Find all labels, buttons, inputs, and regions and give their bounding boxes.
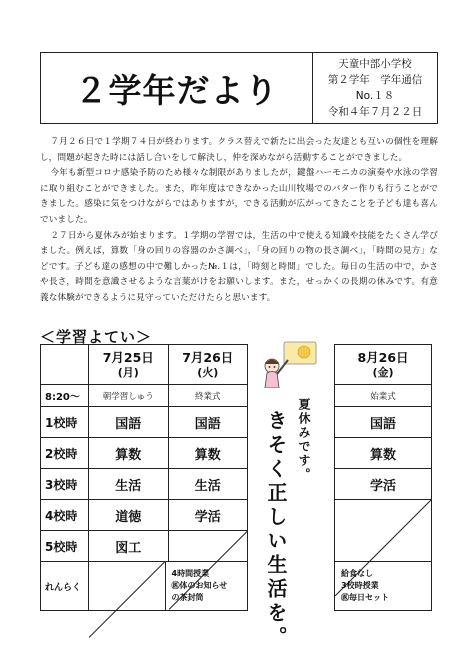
table-row xyxy=(41,500,247,531)
paragraph: 今年も新型コロナ感染予防のため様々な制限がありましたが，鍵盤ハーモニカの演奏や水泳の学習に取り組むことができました。また，昨年度はできなかった山川牧場でのバター作りも行うことができました。感染に気をつけながらではありますが，できる活動が広がってきたことを子ども達も喜んでいました。 xyxy=(40,168,438,225)
class-cell: 算数 xyxy=(89,438,169,468)
table-row xyxy=(41,438,247,469)
empty-cell xyxy=(169,531,248,561)
note-line: 給食なし xyxy=(341,569,373,578)
event-cell: 終業式 xyxy=(194,391,221,402)
date-cell xyxy=(169,345,248,384)
weekday: (火) xyxy=(197,365,219,379)
class-cell: 道徳 xyxy=(89,500,169,530)
weekday: (月) xyxy=(117,365,139,379)
class-cell: 学活 xyxy=(194,509,221,525)
issue-info xyxy=(313,53,437,123)
table-row xyxy=(41,531,247,562)
row-label-period: 3校時 xyxy=(41,469,89,499)
summer-break-message: きそく正しい生活を。 xyxy=(264,410,288,650)
event-cell: 朝学習しゅう xyxy=(89,385,169,406)
empty-cell xyxy=(89,562,166,610)
table-row xyxy=(41,469,247,500)
date-cell xyxy=(89,345,169,384)
table-row xyxy=(335,469,431,500)
note-line: 3校時授業 xyxy=(341,581,379,590)
class-cell: 算数 xyxy=(369,447,396,463)
row-label-period: 2校時 xyxy=(41,438,89,468)
row-label-period: 5校時 xyxy=(41,531,89,561)
paragraph: ２７日から夏休みが始まります。１学期の学習では，生活の中で使える知識や技能をたくさん学びました。例えば，算数「身の回りの容器のかさ調べ」，「身の回りの物の長さ調べ」，「時間の見方」などです。子ども達の感想の中で難しかった№.１は，「時刻と時間」でした。毎日の生活の中で，かさや長さ，時間を意識させるような言葉がけをお願いします。また，せっかくの長期の休みです。有意義な体験ができるように見守っていただけたらと思います。 xyxy=(40,230,438,303)
class-cell: 国語 xyxy=(89,407,169,437)
newsletter-subtitle: 第２学年 学年通信 xyxy=(327,73,423,86)
summer-break-note: 夏休みです。 xyxy=(297,398,311,482)
newsletter-title: ２学年だより xyxy=(74,70,279,110)
note-line: の茶封筒 xyxy=(171,593,204,602)
class-cell: 生活 xyxy=(89,469,169,499)
weekday: (金) xyxy=(372,365,394,379)
table-row xyxy=(41,407,247,438)
class-cell: 国語 xyxy=(194,416,221,432)
child-waving-illustration xyxy=(258,340,324,388)
school-name: 天童中部小学校 xyxy=(338,57,412,70)
class-cell: 図工 xyxy=(89,531,169,561)
issue-date: 令和４年７月２２日 xyxy=(327,105,423,118)
row-label-time: 8:20～ xyxy=(41,385,89,406)
table-row xyxy=(335,407,431,438)
schedule-table-august xyxy=(334,344,432,611)
class-cell: 国語 xyxy=(369,416,396,432)
event-cell: 始業式 xyxy=(370,391,396,402)
table-row xyxy=(335,345,431,385)
empty-slash xyxy=(89,562,165,638)
schedule-table-july xyxy=(40,344,248,611)
table-row xyxy=(335,500,431,562)
schedule-heading: ＜学習よてい＞ xyxy=(40,328,153,346)
title-box xyxy=(41,53,313,123)
date-cell xyxy=(335,345,431,384)
date: 7月25日 xyxy=(102,349,154,365)
table-row xyxy=(335,385,431,407)
class-cell: 生活 xyxy=(194,478,221,494)
table-row xyxy=(41,345,247,385)
date: 7月26日 xyxy=(182,349,234,365)
newsletter-header xyxy=(40,52,438,124)
class-cell: 算数 xyxy=(194,447,221,463)
class-cell: 学活 xyxy=(369,478,396,494)
empty-cell xyxy=(335,500,431,561)
table-row xyxy=(335,562,431,610)
table-row xyxy=(41,385,247,407)
newsletter-body xyxy=(40,135,438,307)
paragraph: ７月２６日で１学期７４日が終わります。クラス替えで新たに出会った友達とも互いの個性を理解し，問題が起きた時には話し合いをして解決し，仲を深めながら活動することができました。 xyxy=(40,137,438,163)
note-cell xyxy=(335,562,431,610)
note-cell xyxy=(166,562,248,610)
row-label-period: 1校時 xyxy=(41,407,89,437)
note-line: 4時間授業 xyxy=(171,569,210,578)
note-line: ㊩毎日セット xyxy=(341,593,389,602)
row-label-note: れんらく xyxy=(41,562,89,610)
issue-number: No.１８ xyxy=(355,89,395,102)
row-label-period: 4校時 xyxy=(41,500,89,530)
table-row xyxy=(41,562,247,610)
date: 8月26日 xyxy=(357,349,409,365)
note-line: ㊩体のお知らせ xyxy=(171,581,228,590)
table-row xyxy=(335,438,431,469)
row-label-empty xyxy=(41,345,89,384)
